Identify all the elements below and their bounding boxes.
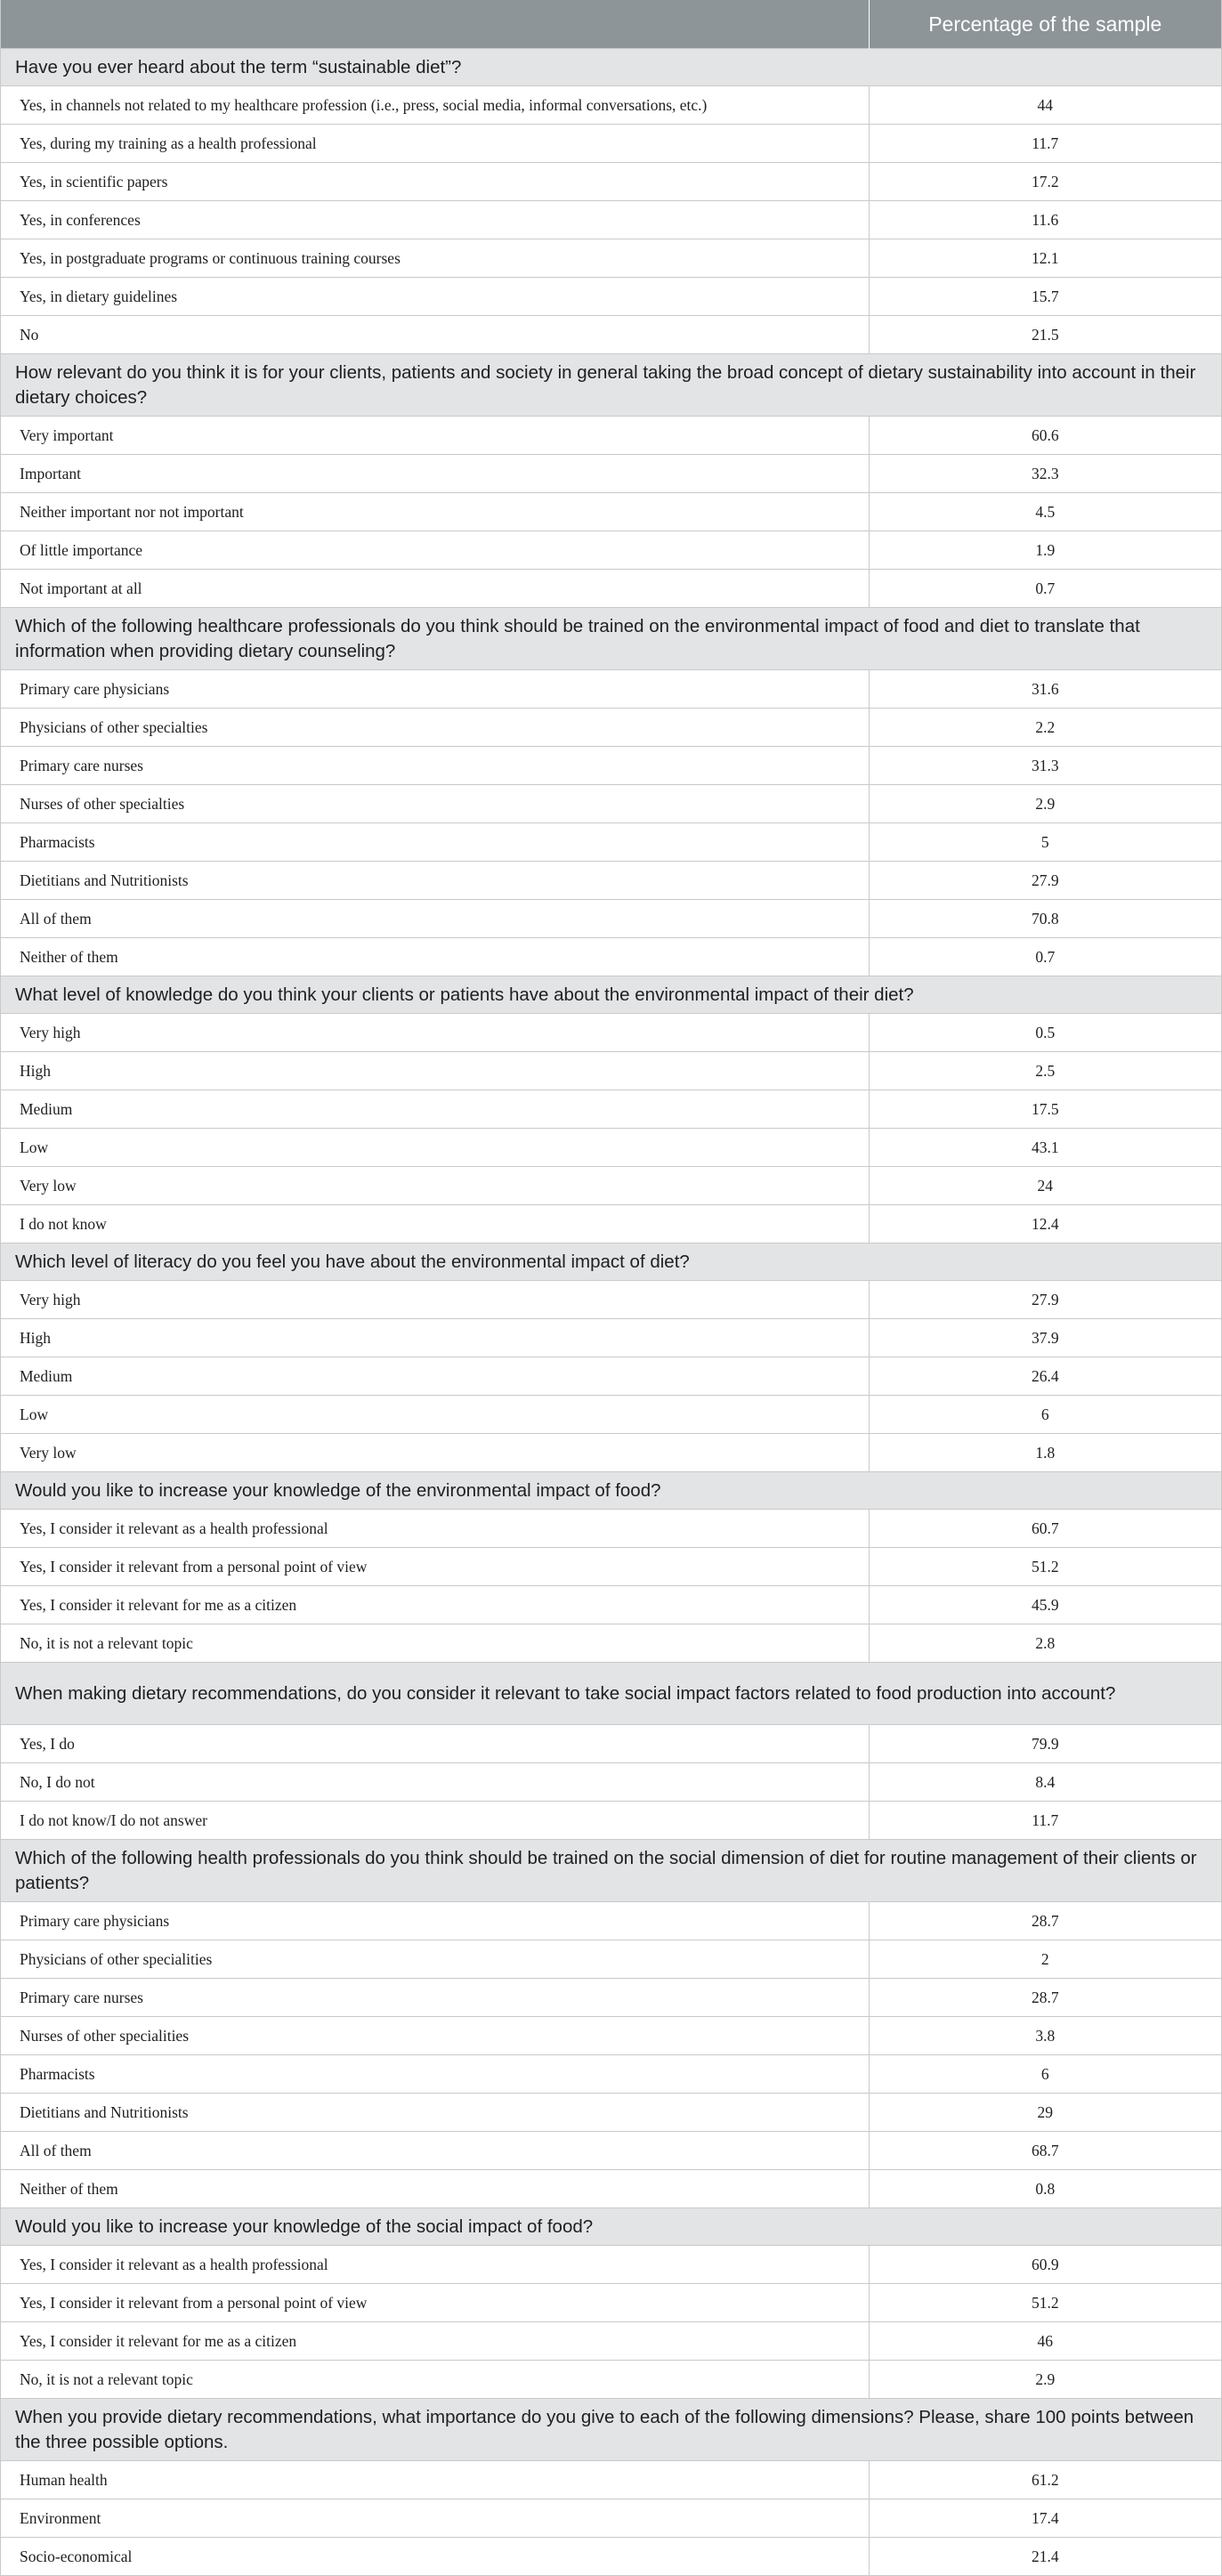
answer-row	[1, 1725, 1221, 1763]
answer-row	[1, 1205, 1221, 1243]
question-text: How relevant do you think it is for your clients, patients and society in general taking the broad concept of dietary sustainability into account in their dietary choices?	[1, 354, 1221, 417]
answer-label: Low	[1, 1129, 869, 1167]
answer-label: Yes, in conferences	[1, 201, 869, 239]
question-text: What level of knowledge do you think your clients or patients have about the environmental impact of their diet?	[1, 976, 1221, 1014]
answer-row	[1, 1319, 1221, 1357]
answer-label: Of little importance	[1, 531, 869, 570]
question-row	[1, 2399, 1221, 2461]
answer-row	[1, 1090, 1221, 1129]
question-row	[1, 2208, 1221, 2246]
answer-percentage: 51.2	[869, 2284, 1221, 2322]
answer-row	[1, 1902, 1221, 1940]
answer-row	[1, 316, 1221, 354]
answer-percentage: 28.7	[869, 1979, 1221, 2017]
answer-row	[1, 862, 1221, 900]
answer-label: Pharmacists	[1, 823, 869, 862]
answer-percentage: 12.4	[869, 1205, 1221, 1243]
answer-row	[1, 747, 1221, 785]
answer-percentage: 6	[869, 2055, 1221, 2094]
answer-percentage: 61.2	[869, 2461, 1221, 2499]
answer-percentage: 24	[869, 1167, 1221, 1205]
question-text: When you provide dietary recommendations, what importance do you give to each of the following dimensions? Please, share 100 points between the three possible options.	[1, 2399, 1221, 2461]
answer-percentage: 79.9	[869, 1725, 1221, 1763]
answer-row	[1, 2361, 1221, 2399]
answer-percentage: 2.9	[869, 2361, 1221, 2399]
answer-percentage: 15.7	[869, 278, 1221, 316]
answer-percentage: 12.1	[869, 239, 1221, 278]
answer-percentage: 21.4	[869, 2538, 1221, 2576]
answer-row	[1, 2538, 1221, 2576]
answer-label: Yes, in postgraduate programs or continuous training courses	[1, 239, 869, 278]
answer-percentage: 1.9	[869, 531, 1221, 570]
answer-percentage: 0.7	[869, 570, 1221, 608]
answer-row	[1, 86, 1221, 125]
answer-percentage: 11.6	[869, 201, 1221, 239]
answer-label: Physicians of other specialities	[1, 1940, 869, 1979]
answer-row	[1, 2284, 1221, 2322]
answer-row	[1, 1548, 1221, 1586]
answer-row	[1, 670, 1221, 709]
answer-percentage: 11.7	[869, 125, 1221, 163]
answer-row	[1, 2170, 1221, 2208]
answer-percentage: 2.9	[869, 785, 1221, 823]
question-text: Have you ever heard about the term “sustainable diet”?	[1, 49, 1221, 86]
answer-label: Important	[1, 455, 869, 493]
header-percentage-column: Percentage of the sample	[869, 0, 1221, 49]
answer-percentage: 28.7	[869, 1902, 1221, 1940]
table-header-row	[1, 0, 1221, 49]
answer-percentage: 0.7	[869, 938, 1221, 976]
answer-percentage: 46	[869, 2322, 1221, 2361]
answer-label: Low	[1, 1396, 869, 1434]
answer-percentage: 2.5	[869, 1052, 1221, 1090]
answer-row	[1, 570, 1221, 608]
answer-percentage: 1.8	[869, 1434, 1221, 1472]
answer-row	[1, 1396, 1221, 1434]
answer-label: Very low	[1, 1167, 869, 1205]
question-row	[1, 1243, 1221, 1281]
answer-percentage: 17.4	[869, 2499, 1221, 2538]
answer-row	[1, 278, 1221, 316]
question-row	[1, 1472, 1221, 1510]
answer-percentage: 2.2	[869, 709, 1221, 747]
question-text: Which level of literacy do you feel you have about the environmental impact of diet?	[1, 1243, 1221, 1281]
answer-percentage: 5	[869, 823, 1221, 862]
answer-row	[1, 2017, 1221, 2055]
answer-percentage: 21.5	[869, 316, 1221, 354]
answer-percentage: 27.9	[869, 862, 1221, 900]
answer-row	[1, 1167, 1221, 1205]
answer-percentage: 68.7	[869, 2132, 1221, 2170]
answer-label: Yes, I consider it relevant from a personal point of view	[1, 1548, 869, 1586]
answer-percentage: 43.1	[869, 1129, 1221, 1167]
answer-label: Neither important nor not important	[1, 493, 869, 531]
answer-label: Primary care physicians	[1, 1902, 869, 1940]
answer-label: High	[1, 1319, 869, 1357]
answer-percentage: 0.5	[869, 1014, 1221, 1052]
question-text: When making dietary recommendations, do you consider it relevant to take social impact factors related to food production into account?	[1, 1663, 1221, 1725]
answer-percentage: 0.8	[869, 2170, 1221, 2208]
answer-percentage: 4.5	[869, 493, 1221, 531]
answer-label: Medium	[1, 1357, 869, 1396]
answer-percentage: 2.8	[869, 1624, 1221, 1663]
answer-row	[1, 1357, 1221, 1396]
answer-label: Human health	[1, 2461, 869, 2499]
question-row	[1, 976, 1221, 1014]
table-header	[1, 0, 1221, 49]
answer-label: All of them	[1, 900, 869, 938]
answer-row	[1, 1624, 1221, 1663]
answer-row	[1, 1052, 1221, 1090]
answer-percentage: 37.9	[869, 1319, 1221, 1357]
question-text: Would you like to increase your knowledge of the environmental impact of food?	[1, 1472, 1221, 1510]
answer-percentage: 8.4	[869, 1763, 1221, 1802]
answer-percentage: 27.9	[869, 1281, 1221, 1319]
answer-percentage: 2	[869, 1940, 1221, 1979]
answer-percentage: 6	[869, 1396, 1221, 1434]
answer-row	[1, 1014, 1221, 1052]
answer-label: Very low	[1, 1434, 869, 1472]
answer-label: Dietitians and Nutritionists	[1, 862, 869, 900]
answer-label: Nurses of other specialities	[1, 2017, 869, 2055]
question-text: Which of the following healthcare professionals do you think should be trained on the environmental impact of food and diet to translate that information when providing dietary counseling?	[1, 608, 1221, 670]
answer-row	[1, 2461, 1221, 2499]
question-row	[1, 1663, 1221, 1725]
table-body	[1, 49, 1221, 2576]
header-question-column	[1, 0, 869, 49]
answer-label: Very important	[1, 417, 869, 455]
answer-label: High	[1, 1052, 869, 1090]
question-text: Would you like to increase your knowledge of the social impact of food?	[1, 2208, 1221, 2246]
answer-percentage: 32.3	[869, 455, 1221, 493]
answer-label: Primary care nurses	[1, 747, 869, 785]
answer-label: Environment	[1, 2499, 869, 2538]
answer-label: I do not know	[1, 1205, 869, 1243]
answer-percentage: 70.8	[869, 900, 1221, 938]
answer-row	[1, 785, 1221, 823]
answer-label: Yes, I consider it relevant for me as a citizen	[1, 2322, 869, 2361]
answer-row	[1, 163, 1221, 201]
answer-label: Yes, in dietary guidelines	[1, 278, 869, 316]
answer-label: Nurses of other specialties	[1, 785, 869, 823]
answer-label: Primary care physicians	[1, 670, 869, 709]
answer-label: Very high	[1, 1281, 869, 1319]
answer-row	[1, 2132, 1221, 2170]
answer-row	[1, 1281, 1221, 1319]
answer-row	[1, 2499, 1221, 2538]
answer-percentage: 17.5	[869, 1090, 1221, 1129]
answer-label: No	[1, 316, 869, 354]
answer-row	[1, 1434, 1221, 1472]
answer-label: Yes, I consider it relevant from a personal point of view	[1, 2284, 869, 2322]
answer-percentage: 60.6	[869, 417, 1221, 455]
answer-row	[1, 1763, 1221, 1802]
answer-percentage: 51.2	[869, 1548, 1221, 1586]
answer-label: Socio-economical	[1, 2538, 869, 2576]
answer-label: Yes, I consider it relevant for me as a citizen	[1, 1586, 869, 1624]
answer-percentage: 60.7	[869, 1510, 1221, 1548]
answer-row	[1, 531, 1221, 570]
answer-percentage: 44	[869, 86, 1221, 125]
answer-label: Not important at all	[1, 570, 869, 608]
answer-row	[1, 823, 1221, 862]
answer-row	[1, 2246, 1221, 2284]
answer-row	[1, 1802, 1221, 1840]
answer-percentage: 60.9	[869, 2246, 1221, 2284]
answer-label: Yes, in channels not related to my healthcare profession (i.e., press, social media, informal conversations, etc.)	[1, 86, 869, 125]
answer-label: No, I do not	[1, 1763, 869, 1802]
answer-label: Yes, I consider it relevant as a health professional	[1, 1510, 869, 1548]
answer-label: Primary care nurses	[1, 1979, 869, 2017]
answer-label: Very high	[1, 1014, 869, 1052]
answer-label: Neither of them	[1, 938, 869, 976]
answer-row	[1, 1129, 1221, 1167]
answer-percentage: 17.2	[869, 163, 1221, 201]
answer-label: Pharmacists	[1, 2055, 869, 2094]
answer-label: No, it is not a relevant topic	[1, 2361, 869, 2399]
answer-row	[1, 2094, 1221, 2132]
question-row	[1, 608, 1221, 670]
survey-results-table	[1, 0, 1221, 2575]
answer-row	[1, 493, 1221, 531]
answer-label: Yes, I consider it relevant as a health professional	[1, 2246, 869, 2284]
answer-label: Neither of them	[1, 2170, 869, 2208]
answer-row	[1, 417, 1221, 455]
question-row	[1, 354, 1221, 417]
answer-row	[1, 239, 1221, 278]
answer-row	[1, 1940, 1221, 1979]
answer-label: Physicians of other specialties	[1, 709, 869, 747]
answer-percentage: 3.8	[869, 2017, 1221, 2055]
answer-row	[1, 709, 1221, 747]
question-row	[1, 49, 1221, 86]
answer-row	[1, 125, 1221, 163]
answer-label: Yes, I do	[1, 1725, 869, 1763]
answer-row	[1, 455, 1221, 493]
answer-label: No, it is not a relevant topic	[1, 1624, 869, 1663]
answer-row	[1, 1979, 1221, 2017]
answer-row	[1, 900, 1221, 938]
question-row	[1, 1840, 1221, 1902]
answer-row	[1, 2055, 1221, 2094]
answer-row	[1, 1510, 1221, 1548]
answer-label: Medium	[1, 1090, 869, 1129]
answer-percentage: 31.3	[869, 747, 1221, 785]
answer-row	[1, 201, 1221, 239]
answer-row	[1, 1586, 1221, 1624]
answer-label: Dietitians and Nutritionists	[1, 2094, 869, 2132]
answer-percentage: 26.4	[869, 1357, 1221, 1396]
answer-percentage: 11.7	[869, 1802, 1221, 1840]
question-text: Which of the following health professionals do you think should be trained on the social dimension of diet for routine management of their clients or patients?	[1, 1840, 1221, 1902]
answer-row	[1, 2322, 1221, 2361]
answer-label: Yes, in scientific papers	[1, 163, 869, 201]
answer-row	[1, 938, 1221, 976]
answer-label: All of them	[1, 2132, 869, 2170]
answer-label: Yes, during my training as a health professional	[1, 125, 869, 163]
answer-percentage: 45.9	[869, 1586, 1221, 1624]
answer-label: I do not know/I do not answer	[1, 1802, 869, 1840]
answer-percentage: 29	[869, 2094, 1221, 2132]
answer-percentage: 31.6	[869, 670, 1221, 709]
